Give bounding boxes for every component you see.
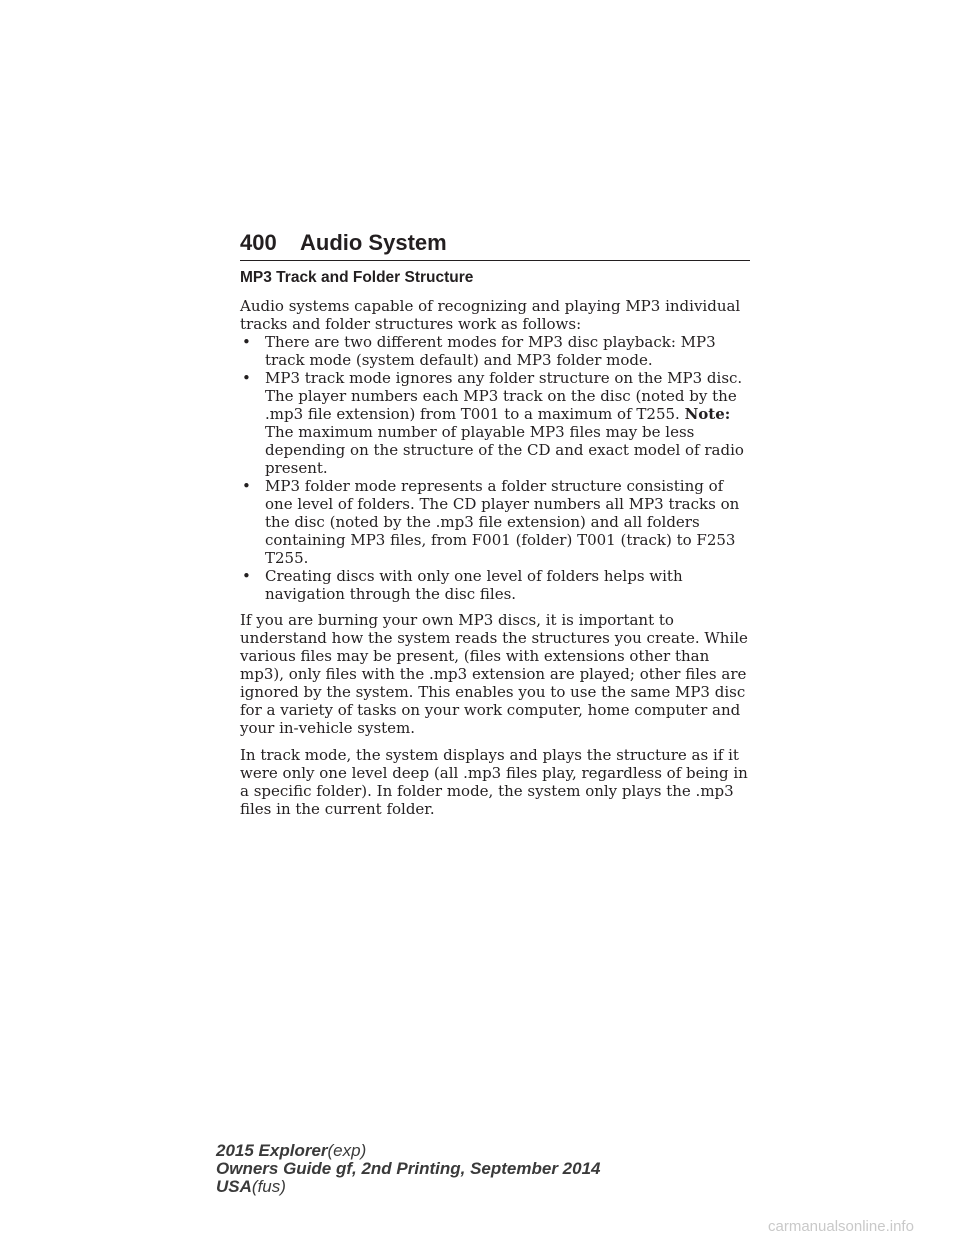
page-header: [240, 228, 750, 260]
body-paragraph: In track mode, the system displays and plays the structure as if it were only one level deep (all .mp3 files play, regardless of being in a specific folder). In folder mode, the system only plays the .mp3 files in the current folder.: [240, 746, 748, 818]
note-label: Note:: [684, 405, 731, 423]
note-text: The maximum number of playable MP3 files may be less depending on the structure of the CD and exact model of radio present.: [265, 423, 744, 477]
footer-model: 2015 Explorer: [216, 1141, 328, 1160]
page-number: 400: [240, 230, 277, 255]
footer-market: USA: [216, 1177, 252, 1196]
page-footer: [216, 1142, 636, 1196]
bullet-text: MP3 folder mode represents a folder structure consisting of one level of folders. The CD player numbers all MP3 tracks on the disc (noted by the .mp3 file extension) and all folders containing MP3 files, from F001 (folder) T001 (track) to F253 T255.: [265, 477, 740, 567]
footer-line-market: [216, 1178, 636, 1196]
bullet-list: [240, 333, 752, 603]
footer-model-code: (exp): [327, 1141, 367, 1160]
body-paragraph: If you are burning your own MP3 discs, it is important to understand how the system reads the structures you create. While various files may be present, (files with extensions other than mp3), only files with the .mp3 extension are played; other files are ignored by the system. This enables you to use the same MP3 disc for a variety of tasks on your work computer, home computer and your in-vehicle system.: [240, 611, 748, 737]
bullet-text: Creating discs with only one level of folders helps with navigation through the disc files.: [265, 567, 683, 603]
bullet-text: There are two different modes for MP3 disc playback: MP3 track mode (system default) and MP3 folder mode.: [265, 333, 716, 369]
bullet-icon: •: [242, 567, 251, 585]
footer-line-model: [216, 1142, 636, 1160]
footer-guide-info: Owners Guide gf, 2nd Printing, September 2014: [216, 1159, 601, 1178]
footer-market-code: (fus): [251, 1177, 286, 1196]
bullet-item: [240, 333, 752, 369]
bullet-text: MP3 track mode ignores any folder structure on the MP3 disc. The player numbers each MP3 track on the disc (noted by the .mp3 file extension) from T001 to a maximum of T255.: [265, 369, 743, 423]
bullet-icon: •: [242, 333, 251, 351]
header-rule: [240, 260, 750, 261]
bullet-item: [240, 369, 752, 477]
page-body: [240, 268, 752, 827]
subheading: MP3 Track and Folder Structure: [240, 269, 474, 286]
watermark: carmanualsonline.info: [768, 1218, 914, 1235]
bullet-item: [240, 477, 752, 567]
section-title: Audio System: [300, 230, 447, 255]
bullet-item: [240, 567, 752, 603]
intro-paragraph: Audio systems capable of recognizing and playing MP3 individual tracks and folder structures work as follows:: [240, 297, 741, 333]
bullet-icon: •: [242, 477, 251, 495]
bullet-icon: •: [242, 369, 251, 387]
